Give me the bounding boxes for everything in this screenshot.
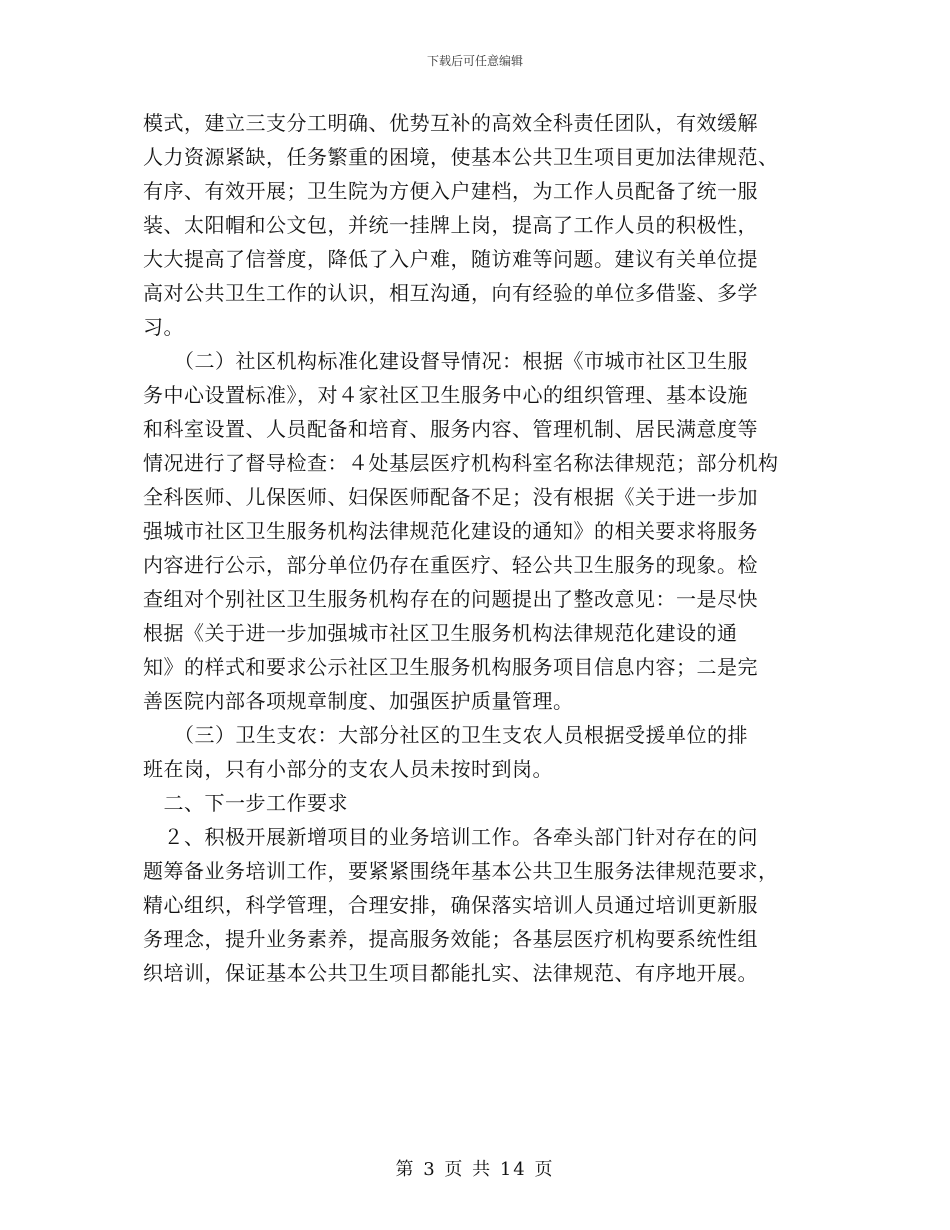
body-text-line: 务理念，提升业务素养，提高服务效能；各基层医疗机构要系统性组 [143,927,758,951]
page-header-note: 下载后可任意编辑 [426,54,523,68]
body-text-line: 高对公共卫生工作的认识，相互沟通，向有经验的单位多借鉴、多学 [143,281,758,305]
body-text-line: 务中心设置标准》，对４家社区卫生服务中心的组织管理、基本设施 [143,383,748,407]
body-text-line: ２、积极开展新增项目的业务培训工作。各牵头部门针对存在的问 [143,825,758,849]
body-text-line: 织培训，保证基本公共卫生项目都能扎实、法律规范、有序地开展。 [143,961,758,985]
body-text-line: 习。 [143,315,184,339]
body-text-line: 善医院内部各项规章制度、加强医护质量管理。 [143,689,574,713]
body-text-line: 题筹备业务培训工作，要紧紧围绕年基本公共卫生服务法律规范要求， [143,859,779,883]
body-text-line: 内容进行公示，部分单位仍存在重医疗、轻公共卫生服务的现象。检 [143,553,758,577]
body-text-line: 和科室设置、人员配备和培育、服务内容、管理机制、居民满意度等 [143,417,758,441]
body-text-line: 装、太阳帽和公文包，并统一挂牌上岗，提高了工作人员的积极性， [143,213,758,237]
document-body [143,106,815,990]
body-text-line: 有序、有效开展；卫生院为方便入户建档，为工作人员配备了统一服 [143,179,758,203]
body-text-line: 全科医师、儿保医师、妇保医师配备不足；没有根据《关于进一步加 [143,485,758,509]
body-text-line: 强城市社区卫生服务机构法律规范化建设的通知》的相关要求将服务 [143,519,758,543]
body-text-line: 人力资源紧缺，任务繁重的困境，使基本公共卫生项目更加法律规范、 [143,145,779,169]
body-text-line: 情况进行了督导检查：４处基层医疗机构科室名称法律规范；部分机构 [143,451,779,475]
page-number-footer: 第 3 页 共 14 页 [395,1159,555,1180]
body-text-line: 二、下一步工作要求 [143,791,348,815]
body-text-line: 知》的样式和要求公示社区卫生服务机构服务项目信息内容；二是完 [143,655,758,679]
body-text-line: 大大提高了信誉度，降低了入户难，随访难等问题。建议有关单位提 [143,247,758,271]
body-text-line: （二）社区机构标准化建设督导情况：根据《市城市社区卫生服 [143,349,748,373]
body-text-line: 查组对个别社区卫生服务机构存在的问题提出了整改意见：一是尽快 [143,587,758,611]
body-text-line: 模式，建立三支分工明确、优势互补的高效全科责任团队，有效缓解 [143,111,758,135]
body-text-line: 精心组织，科学管理，合理安排，确保落实培训人员通过培训更新服 [143,893,758,917]
body-text-line: （三）卫生支农：大部分社区的卫生支农人员根据受援单位的排 [143,723,748,747]
body-text-line: 根据《关于进一步加强城市社区卫生服务机构法律规范化建设的通 [143,621,738,645]
body-text-line: 班在岗，只有小部分的支农人员未按时到岗。 [143,757,553,781]
